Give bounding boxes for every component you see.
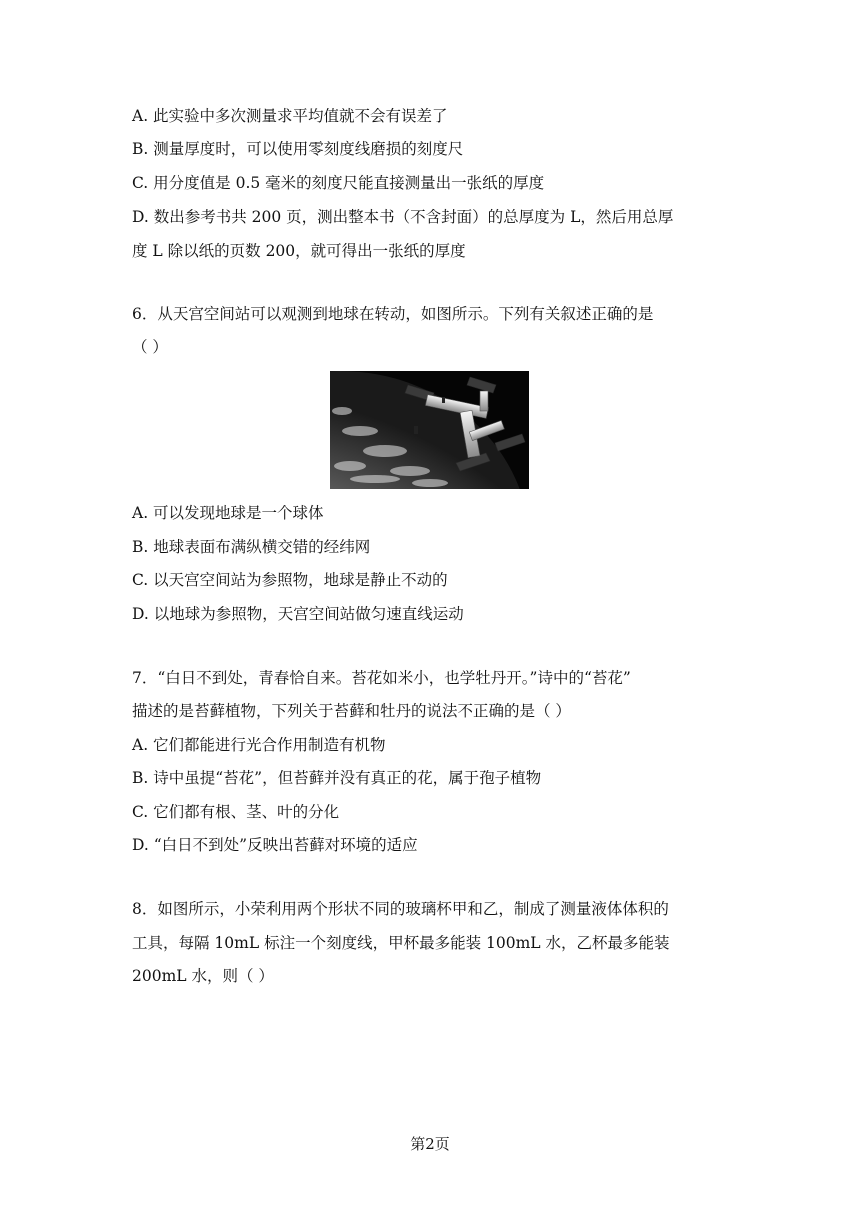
q6-stem-line1: 6．从天宫空间站可以观测到地球在转动，如图所示。下列有关叙述正确的是: [132, 305, 654, 323]
space-station-earth-image: [330, 371, 529, 489]
q5-option-a: A. 此实验中多次测量求平均值就不会有误差了: [132, 107, 448, 125]
q6-stem-line2: （ ）: [132, 338, 168, 356]
q5-option-d-line1: D. 数出参考书共 200 页，测出整本书（不含封面）的总厚度为 L，然后用总厚: [132, 208, 674, 226]
q5-option-d-line2: 度 L 除以纸的页数 200，就可得出一张纸的厚度: [132, 242, 466, 260]
q6-option-b: B. 地球表面布满纵横交错的经纬网: [132, 538, 371, 556]
q8-stem-line1: 8．如图所示，小荣利用两个形状不同的玻璃杯甲和乙，制成了测量液体体积的: [132, 900, 669, 918]
page-number: 第2页: [410, 1135, 450, 1153]
q7-option-a: A. 它们都能进行光合作用制造有机物: [132, 736, 386, 754]
q7-option-b: B. 诗中虽提“苔花”，但苔藓并没有真正的花，属于孢子植物: [132, 769, 542, 787]
q5-option-b: B. 测量厚度时，可以使用零刻度线磨损的刻度尺: [132, 140, 464, 158]
q7-stem-line2: 描述的是苔藓植物，下列关于苔藓和牡丹的说法不正确的是（ ）: [132, 702, 571, 720]
q5-option-c: C. 用分度值是 0.5 毫米的刻度尺能直接测量出一张纸的厚度: [132, 174, 545, 192]
q7-stem-line1: 7．“白日不到处，青春恰自来。苔花如米小，也学牡丹开。”诗中的“苔花”: [132, 669, 631, 687]
q6-option-d: D. 以地球为参照物，天宫空间站做匀速直线运动: [132, 605, 464, 623]
q8-stem-line2: 工具，每隔 10mL 标注一个刻度线，甲杯最多能装 100mL 水，乙杯最多能装: [132, 934, 670, 952]
q6-option-a: A. 可以发现地球是一个球体: [132, 504, 324, 522]
q8-stem-line3: 200mL 水，则（ ）: [132, 967, 274, 985]
q7-option-c: C. 它们都有根、茎、叶的分化: [132, 803, 340, 821]
q7-option-d: D. “白日不到处”反映出苔藓对环境的适应: [132, 836, 418, 854]
q6-option-c: C. 以天宫空间站为参照物，地球是静止不动的: [132, 571, 448, 589]
